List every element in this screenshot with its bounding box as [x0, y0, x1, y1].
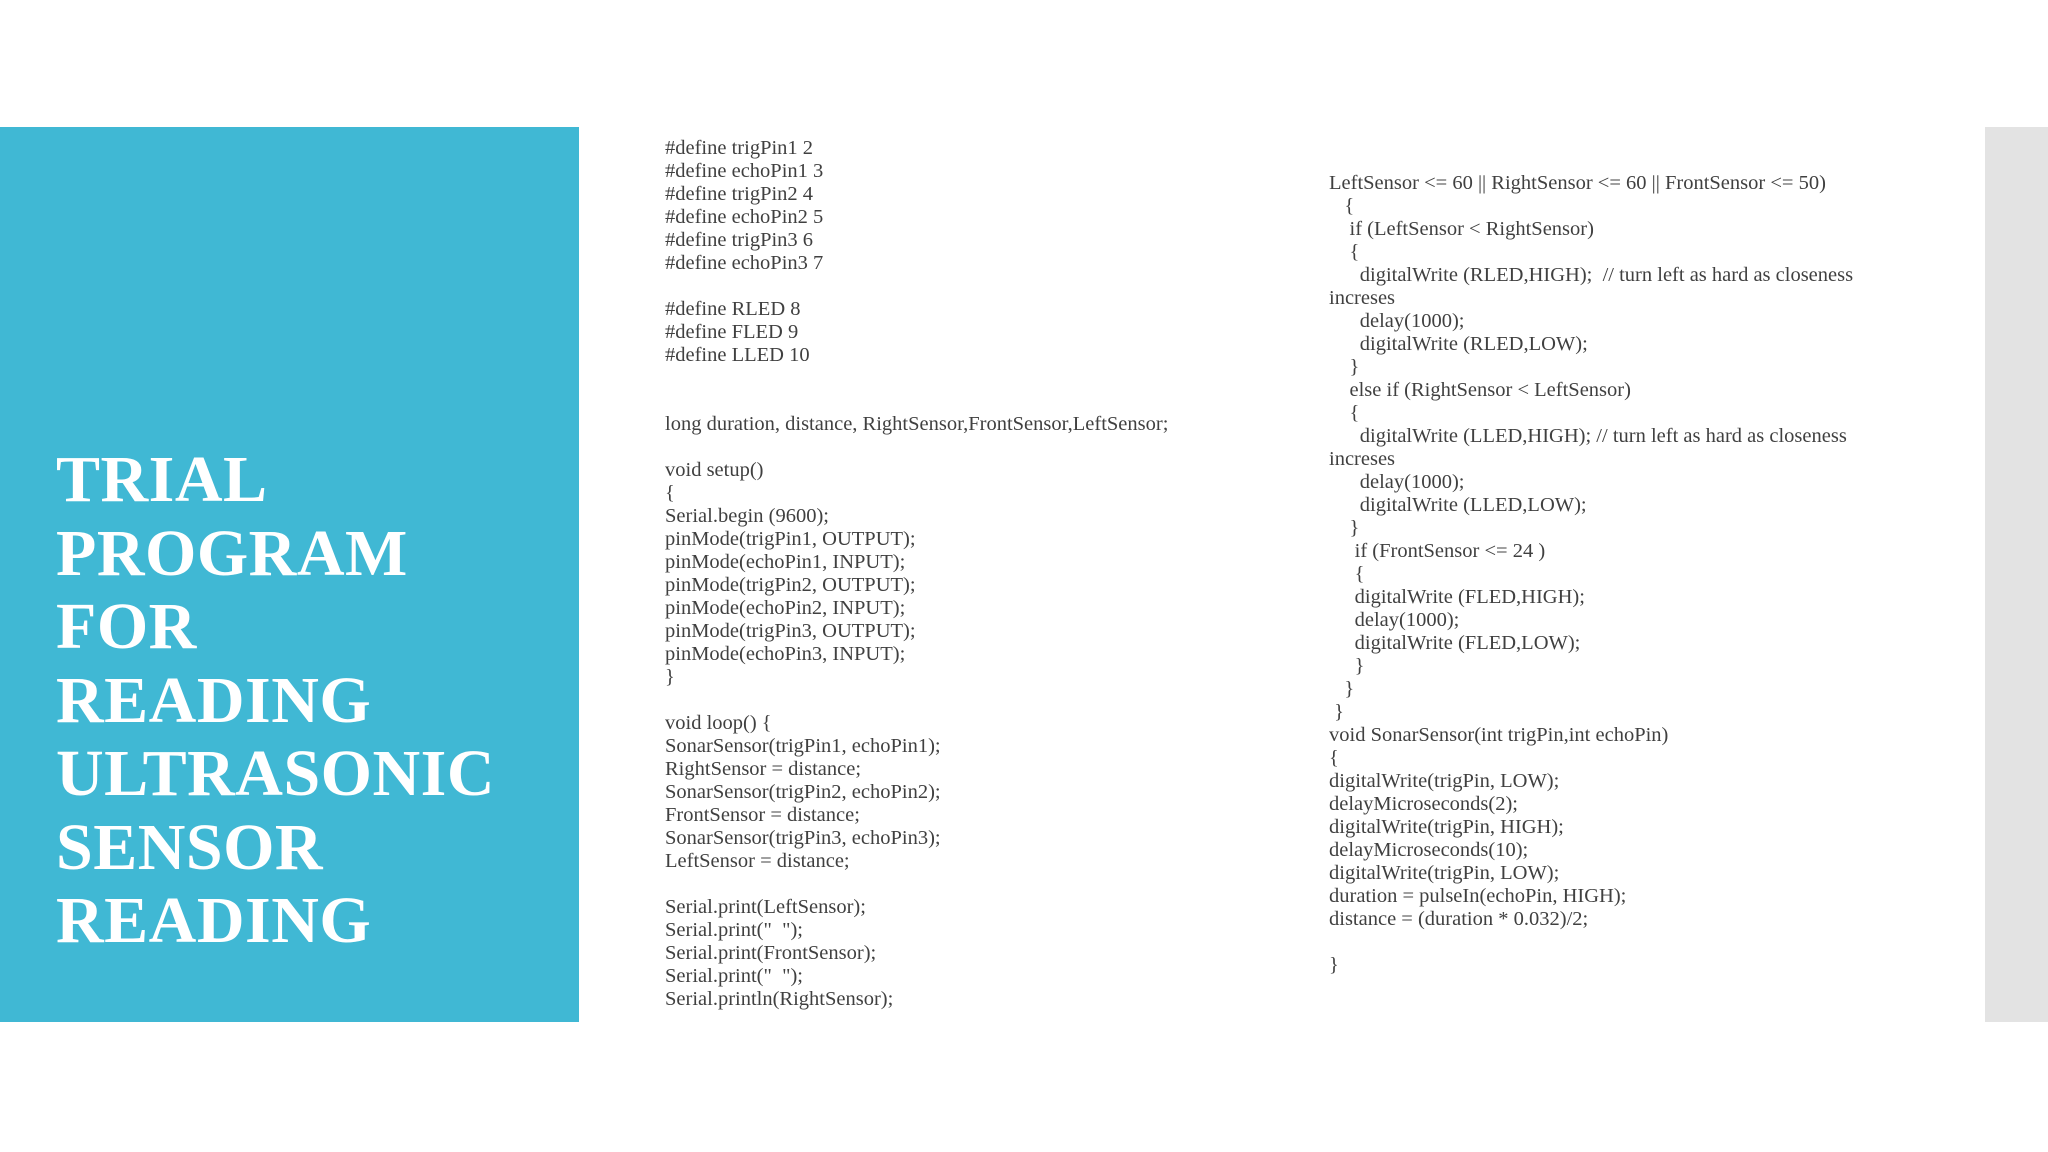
code-line — [665, 390, 1168, 413]
code-line: void loop() { — [665, 712, 772, 734]
code-line: #define trigPin2 4 — [665, 183, 814, 205]
code-line: digitalWrite(trigPin, LOW); — [1329, 770, 1560, 792]
code-line: #define trigPin1 2 — [665, 137, 814, 159]
code-line — [1329, 931, 1853, 954]
code-line: digitalWrite (FLED,HIGH); — [1329, 586, 1585, 608]
code-line: distance = (duration * 0.032)/2; — [1329, 908, 1589, 930]
code-line: RightSensor = distance; — [665, 758, 862, 780]
code-line: } — [1329, 954, 1339, 976]
code-line: increses — [1329, 448, 1396, 470]
title-line: READING — [56, 884, 372, 957]
code-line: pinMode(echoPin1, INPUT); — [665, 551, 906, 573]
code-line: pinMode(trigPin2, OUTPUT); — [665, 574, 916, 596]
title-line: SENSOR — [56, 810, 324, 884]
code-line: delay(1000); — [1329, 471, 1465, 493]
title-line: FOR — [56, 590, 197, 663]
title-line: ULTRASONIC — [56, 737, 496, 810]
code-line: #define echoPin1 3 — [665, 160, 824, 182]
code-line: { — [1329, 402, 1360, 424]
code-line: Serial.print(" "); — [665, 965, 803, 987]
code-line: #define RLED 8 — [665, 298, 801, 320]
code-line: pinMode(echoPin3, INPUT); — [665, 643, 906, 665]
code-line: { — [665, 482, 675, 504]
code-line: digitalWrite (RLED,HIGH); // turn left as hard as closeness — [1329, 264, 1854, 286]
side-accent-bar — [1985, 127, 2048, 1022]
code-block-left — [665, 137, 1168, 1011]
code-line: digitalWrite (LLED,LOW); — [1329, 494, 1587, 516]
code-line: #define trigPin3 6 — [665, 229, 814, 251]
code-line: delayMicroseconds(10); — [1329, 839, 1529, 861]
code-line: { — [1329, 241, 1360, 263]
title-line: PROGRAM — [56, 516, 408, 590]
title-line: TRIAL — [56, 443, 268, 516]
code-line: Serial.print(LeftSensor); — [665, 896, 866, 918]
code-line — [665, 367, 1168, 390]
slide-title — [56, 443, 576, 958]
code-line: digitalWrite (RLED,LOW); — [1329, 333, 1588, 355]
code-line: pinMode(trigPin1, OUTPUT); — [665, 528, 916, 550]
code-line — [665, 689, 1168, 712]
code-line: } — [1329, 517, 1360, 539]
code-line: #define FLED 9 — [665, 321, 799, 343]
code-line: if (LeftSensor < RightSensor) — [1329, 218, 1594, 240]
code-line: pinMode(trigPin3, OUTPUT); — [665, 620, 916, 642]
code-line: } — [1329, 701, 1344, 723]
code-line: Serial.print(" "); — [665, 919, 803, 941]
title-panel — [0, 127, 579, 1022]
code-line: delay(1000); — [1329, 609, 1460, 631]
code-line: #define echoPin3 7 — [665, 252, 824, 274]
code-line: } — [1329, 655, 1365, 677]
code-block-right — [1329, 172, 1853, 977]
code-line: void setup() — [665, 459, 764, 481]
code-line: #define echoPin2 5 — [665, 206, 824, 228]
code-line: } — [1329, 678, 1355, 700]
code-line: LeftSensor = distance; — [665, 850, 850, 872]
code-line: long duration, distance, RightSensor,FrontSensor,LeftSensor; — [665, 413, 1169, 435]
code-line: pinMode(echoPin2, INPUT); — [665, 597, 906, 619]
code-line: delayMicroseconds(2); — [1329, 793, 1518, 815]
code-line: digitalWrite (LLED,HIGH); // turn left as hard as closeness — [1329, 425, 1847, 447]
code-line: increses — [1329, 287, 1396, 309]
title-line: READING — [56, 663, 372, 737]
code-line: SonarSensor(trigPin2, echoPin2); — [665, 781, 941, 803]
code-line: #define LLED 10 — [665, 344, 810, 366]
code-line: duration = pulseIn(echoPin, HIGH); — [1329, 885, 1627, 907]
code-line — [665, 873, 1168, 896]
code-line: } — [665, 666, 675, 688]
code-line: FrontSensor = distance; — [665, 804, 860, 826]
code-line: else if (RightSensor < LeftSensor) — [1329, 379, 1631, 401]
code-line — [665, 436, 1168, 459]
code-line — [665, 275, 1168, 298]
code-line: void SonarSensor(int trigPin,int echoPin) — [1329, 724, 1669, 746]
code-line: digitalWrite(trigPin, LOW); — [1329, 862, 1560, 884]
code-line: LeftSensor <= 60 || RightSensor <= 60 || FrontSensor <= 50) — [1329, 172, 1826, 194]
code-line: { — [1329, 195, 1355, 217]
code-line: if (FrontSensor <= 24 ) — [1329, 540, 1546, 562]
code-line: Serial.begin (9600); — [665, 505, 829, 527]
code-line: SonarSensor(trigPin1, echoPin1); — [665, 735, 941, 757]
code-line: { — [1329, 747, 1339, 769]
code-line: { — [1329, 563, 1365, 585]
code-line: SonarSensor(trigPin3, echoPin3); — [665, 827, 941, 849]
code-line: } — [1329, 356, 1360, 378]
code-line: digitalWrite (FLED,LOW); — [1329, 632, 1581, 654]
code-line: Serial.println(RightSensor); — [665, 988, 894, 1010]
code-line: delay(1000); — [1329, 310, 1465, 332]
code-line: digitalWrite(trigPin, HIGH); — [1329, 816, 1564, 838]
code-line: Serial.print(FrontSensor); — [665, 942, 877, 964]
